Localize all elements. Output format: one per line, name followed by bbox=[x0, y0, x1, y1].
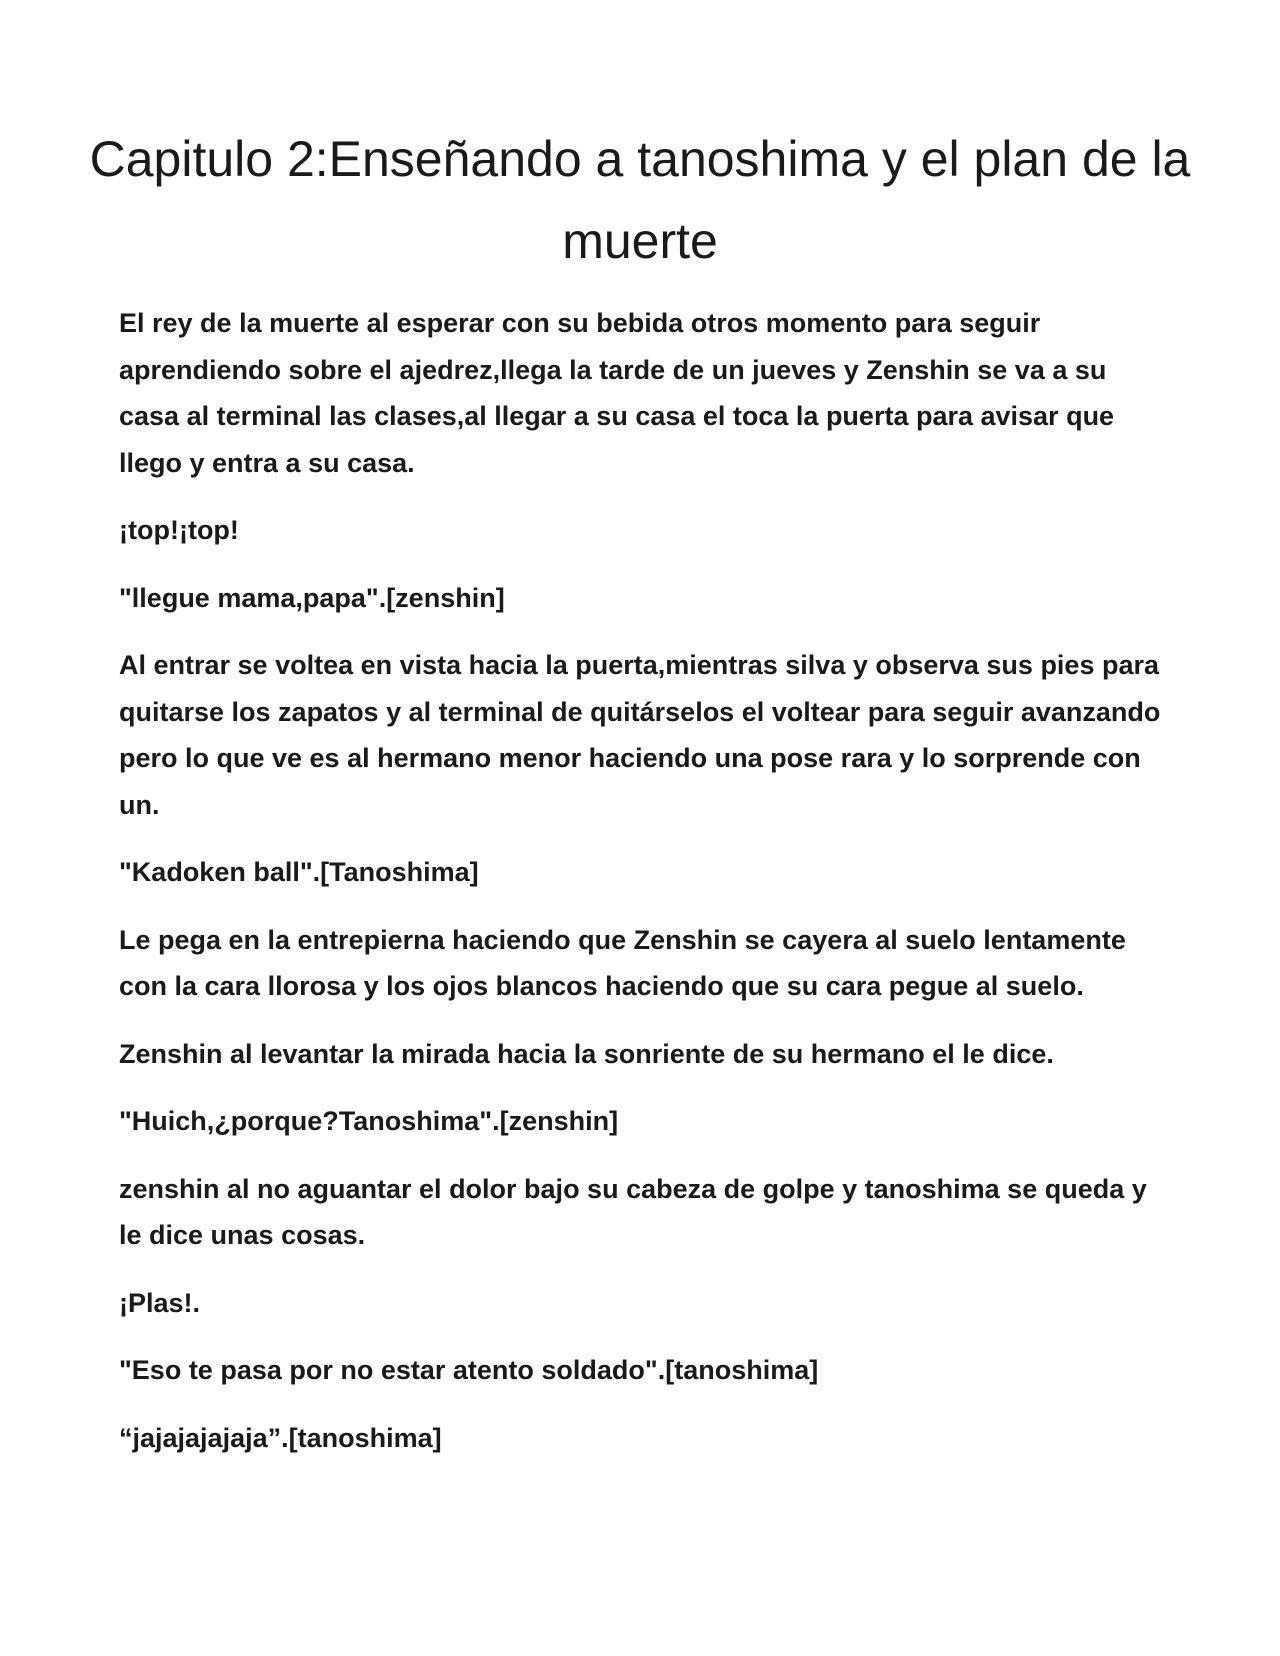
chapter-title: Capitulo 2:Enseñando a tanoshima y el plan de la muerte bbox=[89, 131, 1191, 269]
paragraph: ¡Plas!. bbox=[119, 1287, 201, 1318]
chapter-body bbox=[119, 300, 1169, 1482]
paragraph: "llegue mama,papa".[zenshin] bbox=[119, 582, 505, 613]
paragraph: “jajajajajaja”.[tanoshima] bbox=[119, 1422, 442, 1453]
paragraph: zenshin al no aguantar el dolor bajo su cabeza de golpe y tanoshima se queda y le dice unas cosas. bbox=[119, 1173, 1147, 1250]
paragraph: "Kadoken ball".[Tanoshima] bbox=[119, 857, 479, 887]
paragraph: Le pega en la entrepierna haciendo que Zenshin se cayera al suelo lentamente con la cara llorosa y los ojos blancos haciendo que su cara pegue al suelo. bbox=[119, 924, 1126, 1001]
paragraph: "Eso te pasa por no estar atento soldado".[tanoshima] bbox=[119, 1355, 819, 1385]
paragraph: Zenshin al levantar la mirada hacia la sonriente de su hermano el le dice. bbox=[119, 1038, 1054, 1069]
paragraph: "Huich,¿porque?Tanoshima".[zenshin] bbox=[119, 1106, 619, 1136]
paragraph: El rey de la muerte al esperar con su bebida otros momento para seguir aprendiendo sobre el ajedrez,llega la tarde de un jueves y Zenshin se va a su casa al terminal las clases,al llegar a su casa el toca la puerta para avisar que llego y entra a su casa. bbox=[119, 308, 1115, 478]
paragraph: Al entrar se voltea en vista hacia la puerta,mientras silva y observa sus pies para quitarse los zapatos y al terminal de quitárselos el voltear para seguir avanzando pero lo que ve es al hermano menor haciendo una pose rara y lo sorprende con un. bbox=[119, 650, 1161, 820]
paragraph: ¡top!¡top! bbox=[119, 515, 239, 545]
